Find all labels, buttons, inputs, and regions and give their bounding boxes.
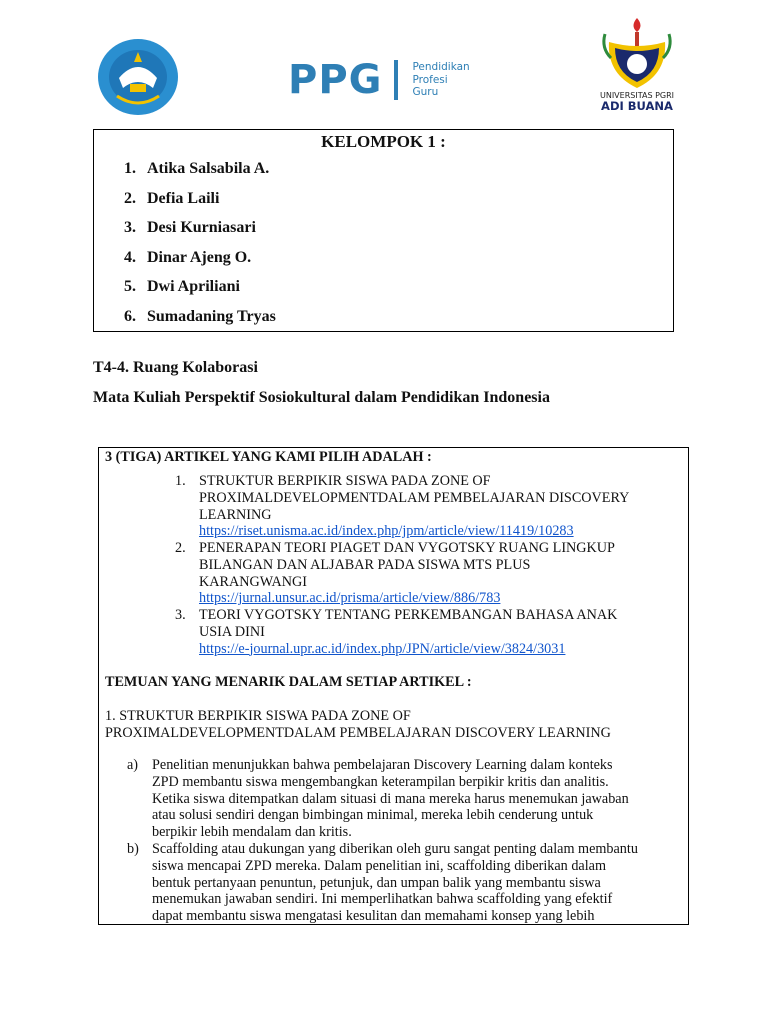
article-item: 3. TEORI VYGOTSKY TENTANG PERKEMBANGAN BAHASA ANAK USIA DINI https://e-journal.upr.ac.id/index.php/JPN/article/view/3824/3031 — [175, 607, 675, 657]
ppg-sub-line: Profesi — [412, 73, 448, 86]
findings-heading: TEMUAN YANG MENARIK DALAM SETIAP ARTIKEL : — [105, 674, 472, 690]
finding-point: b) Scaffolding atau dukungan yang diberikan oleh guru sangat penting dalam membantu siswa mencapai ZPD mereka. Dalam penelitian ini, scaffolding diberikan dalam bentuk pertanyaan penuntun, petunjuk, dan umpan balik yang membantu siswa menemukan jawaban sendiri. Ini memperlihatkan bahwa scaffolding yang efektif dapat membantu siswa mengatasi kesulitan dan memahami konsep yang lebih — [127, 841, 638, 925]
kemendikbud-logo — [97, 38, 179, 116]
unipa-logo — [595, 14, 679, 118]
member-item: 4. Dinar Ajeng O. — [124, 249, 252, 266]
university-name-line2: ADI BUANA — [601, 99, 673, 113]
group-members-box — [93, 129, 674, 332]
task-title: T4-4. Ruang Kolaborasi — [93, 359, 258, 376]
articles-heading: 3 (TIGA) ARTIKEL YANG KAMI PILIH ADALAH : — [105, 449, 432, 465]
finding-point: a) Penelitian menunjukkan bahwa pembelajaran Discovery Learning dalam konteks ZPD membantu siswa mengembangkan keterampilan berpikir kritis dan analitis. Ketika siswa ditempatkan dalam situasi di mana mereka harus menemukan jawaban atau solusi sendiri dengan bimbingan minimal, mereka lebih cenderung untuk berpikir lebih mendalam dan kritis. — [127, 757, 629, 841]
member-item: 5. Dwi Apriliani — [124, 278, 240, 295]
ppg-divider — [394, 60, 398, 100]
article-item: 2. PENERAPAN TEORI PIAGET DAN VYGOTSKY RUANG LINGKUP BILANGAN DAN ALJABAR PADA SISWA MTS PLUS KARANGWANGI https://jurnal.unsur.ac.id/prisma/article/view/886/783 — [175, 540, 675, 607]
ppg-sub-line: Pendidikan — [412, 61, 470, 74]
article-link[interactable]: https://e-journal.upr.ac.id/index.php/JPN/article/view/3824/3031 — [199, 640, 566, 657]
group-title: KELOMPOK 1 : — [321, 132, 446, 151]
member-item: 1. Atika Salsabila A. — [124, 160, 270, 177]
course-title: Mata Kuliah Perspektif Sosiokultural dalam Pendidikan Indonesia — [93, 389, 550, 406]
member-item: 2. Defia Laili — [124, 190, 220, 207]
article-link[interactable]: https://riset.unisma.ac.id/index.php/jpm/article/view/11419/10283 — [199, 523, 574, 540]
university-name-line1: UNIVERSITAS PGRI — [599, 91, 675, 100]
articles-box — [98, 447, 689, 925]
finding-title: 1. STRUKTUR BERPIKIR SISWA PADA ZONE OF PROXIMALDEVELOPMENTDALAM PEMBELAJARAN DISCOVERY LEARNING — [105, 708, 611, 741]
article-link[interactable]: https://jurnal.unsur.ac.id/prisma/article/view/886/783 — [199, 590, 501, 607]
article-item: 1. STRUKTUR BERPIKIR SISWA PADA ZONE OF PROXIMALDEVELOPMENTDALAM PEMBELAJARAN DISCOVERY LEARNING https://riset.unisma.ac.id/index.php/jpm/article/view/11419/10283 — [175, 473, 675, 540]
member-item: 3. Desi Kurniasari — [124, 219, 256, 236]
ppg-wordmark: PPG — [288, 57, 383, 103]
unipa-emblem-icon — [599, 14, 675, 90]
ppg-sub-line: Guru — [412, 86, 439, 99]
ppg-subtitle — [412, 61, 469, 99]
member-item: 6. Sumadaning Tryas — [124, 308, 276, 325]
ppg-logo — [288, 55, 470, 105]
